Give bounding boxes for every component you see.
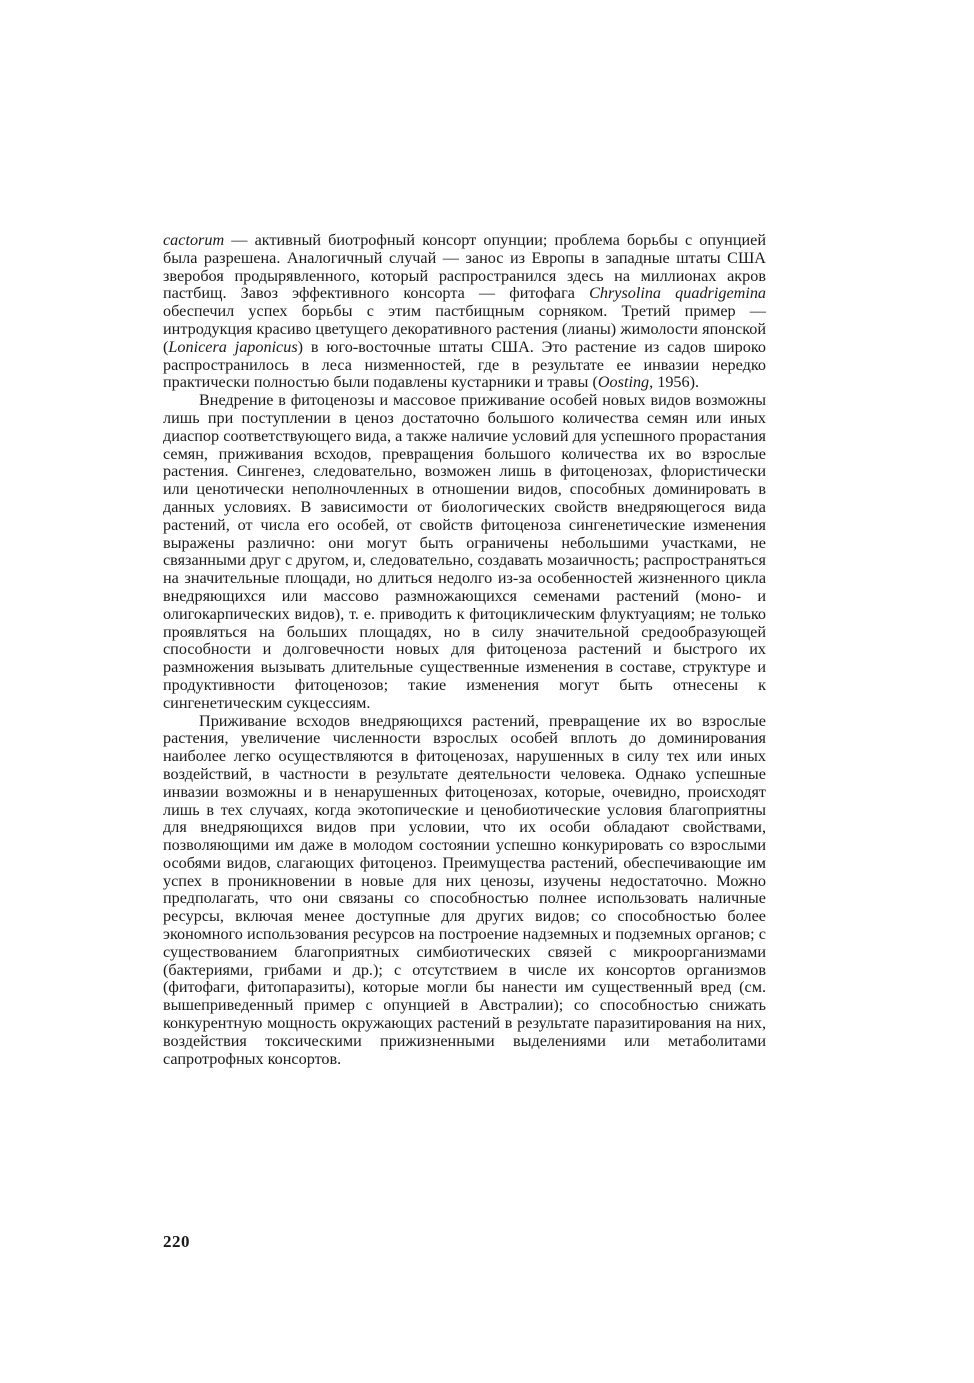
paragraph-1 (163, 232, 766, 392)
text-run: — активный биотрофный консорт опунции; проблема борьбы с опунцией была разрешена. Аналогичный случай — занос из Европы в западные штаты США зверобоя продырявленного, который распространился здесь на миллионах акров пастбищ. Завоз эффективного консорта — фитофага (163, 231, 766, 303)
page-number: 220 (163, 1232, 190, 1251)
italic-term: Oosting (597, 373, 650, 392)
text-run: , 1956). (649, 373, 700, 392)
text-run: Приживание всходов внедряющихся растений, превращение их во взрослые растения, увеличение численности взрослых особей вплоть до доминирования наиболее легко осуществляются в фитоценозах, нарушенных в силу тех или иных воздействий, в частности в результате деятельности человека. Однако успешные инвазии возможны и в ненарушенных фитоценозах, которые, очевидно, происходят лишь в тех случаях, когда экотопические и ценобиотические условия благоприятны для внедряющихся видов при условии, что их особи обладают свойствами, позволяющими им даже в молодом состоянии успешно конкурировать со взрослыми особями видов, слагающих фитоценоз. Преимущества растений, обеспечивающие им успех в проникновении в новые для них ценозы, изучены недостаточно. Можно предполагать, что они связаны со способностью полнее использовать наличные ресурсы, включая менее доступные для других видов; со способностью более экономного использования ресурсов на построение надземных и подземных органов; с существованием благоприятных симбиотических связей с микроорганизмами (бактериями, грибами и др.); с отсутствием в числе их консортов организмов (фитофаги, фитопаразиты), которые могли бы нанести им существенный вред (см. вышеприведенный пример с опунцией в Австралии); со способностью снижать конкурентную мощность окружающих растений в результате паразитирования на них, воздействия токсическими прижизненными выделениями или метаболитами сапротрофных консортов. (163, 711, 766, 1068)
italic-term: Chrysolina quadrigemina (589, 284, 767, 303)
page-body (163, 232, 766, 1068)
italic-term: Lonicera japonicus (168, 337, 298, 356)
paragraph-3 (163, 713, 766, 1069)
text-run: Внедрение в фитоценозы и массовое приживание особей новых видов возможны лишь при поступлении в ценоз достаточно большого количества семян или иных диаспор соответствующего вида, а также наличие условий для успешного прорастания семян, приживания всходов, превращения большого количества их во взрослые растения. Сингенез, следовательно, возможен лишь в фитоценозах, флористически или ценотически неполночленных в отношении видов, способных доминировать в данных условиях. В зависимости от биологических свойств внедряющегося вида растений, от числа его особей, от свойств фитоценоза сингенетические изменения выражены различно: они могут быть ограничены небольшими участками, не связанными друг с другом, и, следовательно, создавать мозаичность; распространяться на значительные площади, но длиться недолго из-за особенностей жизненного цикла внедряющихся или массово размножающихся семенами растений (моно- и олигокарпических видов), т. е. приводить к фитоциклическим флуктуациям; не только проявляться на больших площадях, но в силу значительной средообразующей способности и долговечности новых для фитоценоза растений и быстрого их размножения вызывать длительные существенные изменения в составе, структуре и продуктивности фитоценозов; такие изменения могут быть отнесены к сингенетическим сукцессиям. (163, 391, 766, 712)
paragraph-2 (163, 392, 766, 712)
text-run: ) в юго-восточные штаты США. Это растение из садов широко распространилось в леса низменностей, где в результате ее инвазии нередко практически полностью были подавлены кустарники и травы ( (163, 337, 766, 392)
italic-term: cactorum (163, 231, 225, 249)
text-run: обеспечил успех борьбы с этим пастбищным сорняком. Третий пример — интродукция красиво цветущего декоративного растения (лианы) жимолости японской ( (163, 302, 766, 356)
